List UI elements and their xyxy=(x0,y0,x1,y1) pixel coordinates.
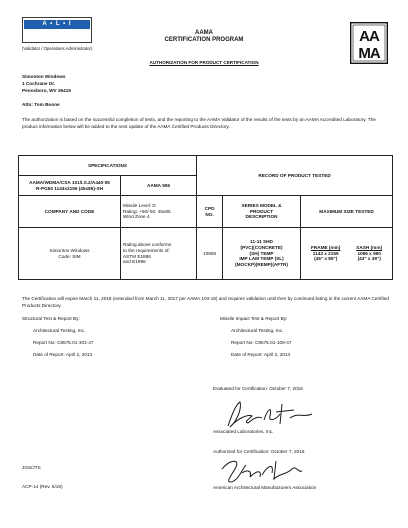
expiry-text: The Certification will expire March 11, 2018 (extended from March 11, 2017 per AAMA 103-15) and requires validation until then by continued listing in the current AAMA Certified Products Directory. xyxy=(22,296,389,308)
spec-standard-cell xyxy=(19,176,121,196)
sash-size xyxy=(356,245,382,262)
conforms-line: and E1996 xyxy=(123,259,146,265)
sash-inches: (43" x 39") xyxy=(357,256,381,262)
col-series xyxy=(223,196,301,228)
table-row xyxy=(19,228,393,280)
conforms-line: ASTM E1886 xyxy=(123,253,151,259)
company-code: Code: SIM xyxy=(58,253,81,259)
frame-size xyxy=(311,245,340,262)
footer-initials: JGS/JTS xyxy=(22,465,41,470)
record-header: RECORD OF PRODUCT TESTED xyxy=(197,156,393,196)
company-cell xyxy=(19,228,121,280)
table-row xyxy=(19,156,393,176)
frame-inches: (45" x 85") xyxy=(314,256,338,262)
sash-label: SASH (mm) xyxy=(356,244,383,250)
series-line: 11-11 SHD xyxy=(250,239,273,244)
aama-logo-top: AA xyxy=(359,28,379,45)
col-cpd-line: CPD xyxy=(204,205,215,211)
missile-report-date: Date of Report: April 2, 2013 xyxy=(231,352,291,357)
authorizer-signature xyxy=(216,455,306,485)
max-size-cell xyxy=(301,228,393,280)
col-cpd-line: NO. xyxy=(205,211,214,217)
recipient-company: Simonton Windows xyxy=(22,74,66,79)
evaluated-org: Associated Laboratories, Inc. xyxy=(213,429,274,434)
col-series-line: PRODUCT xyxy=(249,208,274,214)
recipient-city: Pennsboro, WV 26415 xyxy=(22,88,71,93)
sash-mm: 1086 x 990 xyxy=(357,250,381,256)
missile-line: Missile Level: D xyxy=(123,202,156,208)
conforms-line: to the requirements of: xyxy=(123,247,170,253)
spec-standard-line2: R-PG50 1143x2159 (45x85)-SH xyxy=(36,185,103,191)
spec-header: SPECIFICATIONS xyxy=(19,156,197,176)
program-title-line1: AAMA xyxy=(195,30,213,36)
structural-heading: Structural Test & Report By: xyxy=(22,316,80,321)
recipient-attn: Attn: Tom Boone xyxy=(22,102,60,107)
footer-form-number: ACP-14 (Rev. 5/16) xyxy=(22,484,63,489)
col-max-size: MAXIMUM SIZE TESTED xyxy=(301,196,393,228)
missile-heading: Missile Impact Test & Report By: xyxy=(220,316,288,321)
authorized-org: American Architectural Manufacturers Association xyxy=(213,485,317,490)
missile-cell xyxy=(121,196,197,228)
table-row xyxy=(19,196,393,228)
company-name: Simonton Windows xyxy=(49,247,90,253)
aama-logo xyxy=(350,22,388,64)
missile-line: Wind Zone 4 xyxy=(123,214,150,220)
structural-lab: Architectural Testing, Inc. xyxy=(33,328,86,333)
col-company: COMPANY AND CODE xyxy=(19,196,121,228)
series-line: (PVC)(CONCRETE) xyxy=(240,244,283,250)
intro-paragraph: The authorization is based on the successful completion of tests, and the reporting to the AAMA Validator of the results of the tests by an AAMA Accredited Laboratory. The product information below will be added to the next update of the AAMA Certified Products Directory. xyxy=(22,117,376,129)
ali-logo-text: A • L • I xyxy=(24,20,90,29)
col-series-line: SERIES MODEL & xyxy=(241,202,282,208)
missile-lab: Architectural Testing, Inc. xyxy=(231,328,284,333)
authorized-label: Authorized for Certification: October 7, 2016 xyxy=(213,449,305,454)
spec-standard-2: AAMA 506 xyxy=(121,176,197,196)
series-cell xyxy=(223,228,301,280)
col-series-line: DESCRIPTION xyxy=(245,214,278,220)
series-line: IMP LAM TEMP (SL) xyxy=(239,256,284,262)
document-title: AUTHORIZATION FOR PRODUCT CERTIFICATION xyxy=(149,60,259,65)
program-title-line2: CERTIFICATION PROGRAM xyxy=(164,37,244,43)
frame-label: FRAME (mm) xyxy=(310,244,341,250)
structural-report-date: Date of Report: April 2, 2013 xyxy=(33,352,93,357)
missile-line: Rating: +50/-50, 45x85 xyxy=(123,208,171,214)
frame-mm: 1143 x 2159 xyxy=(312,250,339,256)
conforms-cell xyxy=(121,228,197,280)
missile-report-no: Report No: C8575.01-109-47 xyxy=(231,340,292,345)
evaluator-signature xyxy=(218,396,318,430)
spec-standard-line1: AAMA/WDMA/CSA 101/I.S.2/A440-05 xyxy=(29,179,110,185)
series-line: (SH) TEMP xyxy=(249,250,274,256)
certification-table xyxy=(18,155,393,280)
aama-logo-bottom: MA xyxy=(358,45,380,62)
recipient-street: 1 Cochrane Dr. xyxy=(22,81,56,86)
conforms-line: Rating above conforms xyxy=(123,241,172,247)
cpd-number: 10808 xyxy=(197,228,223,280)
col-cpd xyxy=(197,196,223,228)
evaluated-label: Evaluated for Certification: October 7, 2016 xyxy=(213,386,303,391)
structural-report-no: Report No: C8575.01-301-47 xyxy=(33,340,94,345)
validator-label: (Validator / Operations Administrator) xyxy=(22,46,93,51)
series-line: (MOCKP)(REMP)(AFTR) xyxy=(235,262,288,268)
